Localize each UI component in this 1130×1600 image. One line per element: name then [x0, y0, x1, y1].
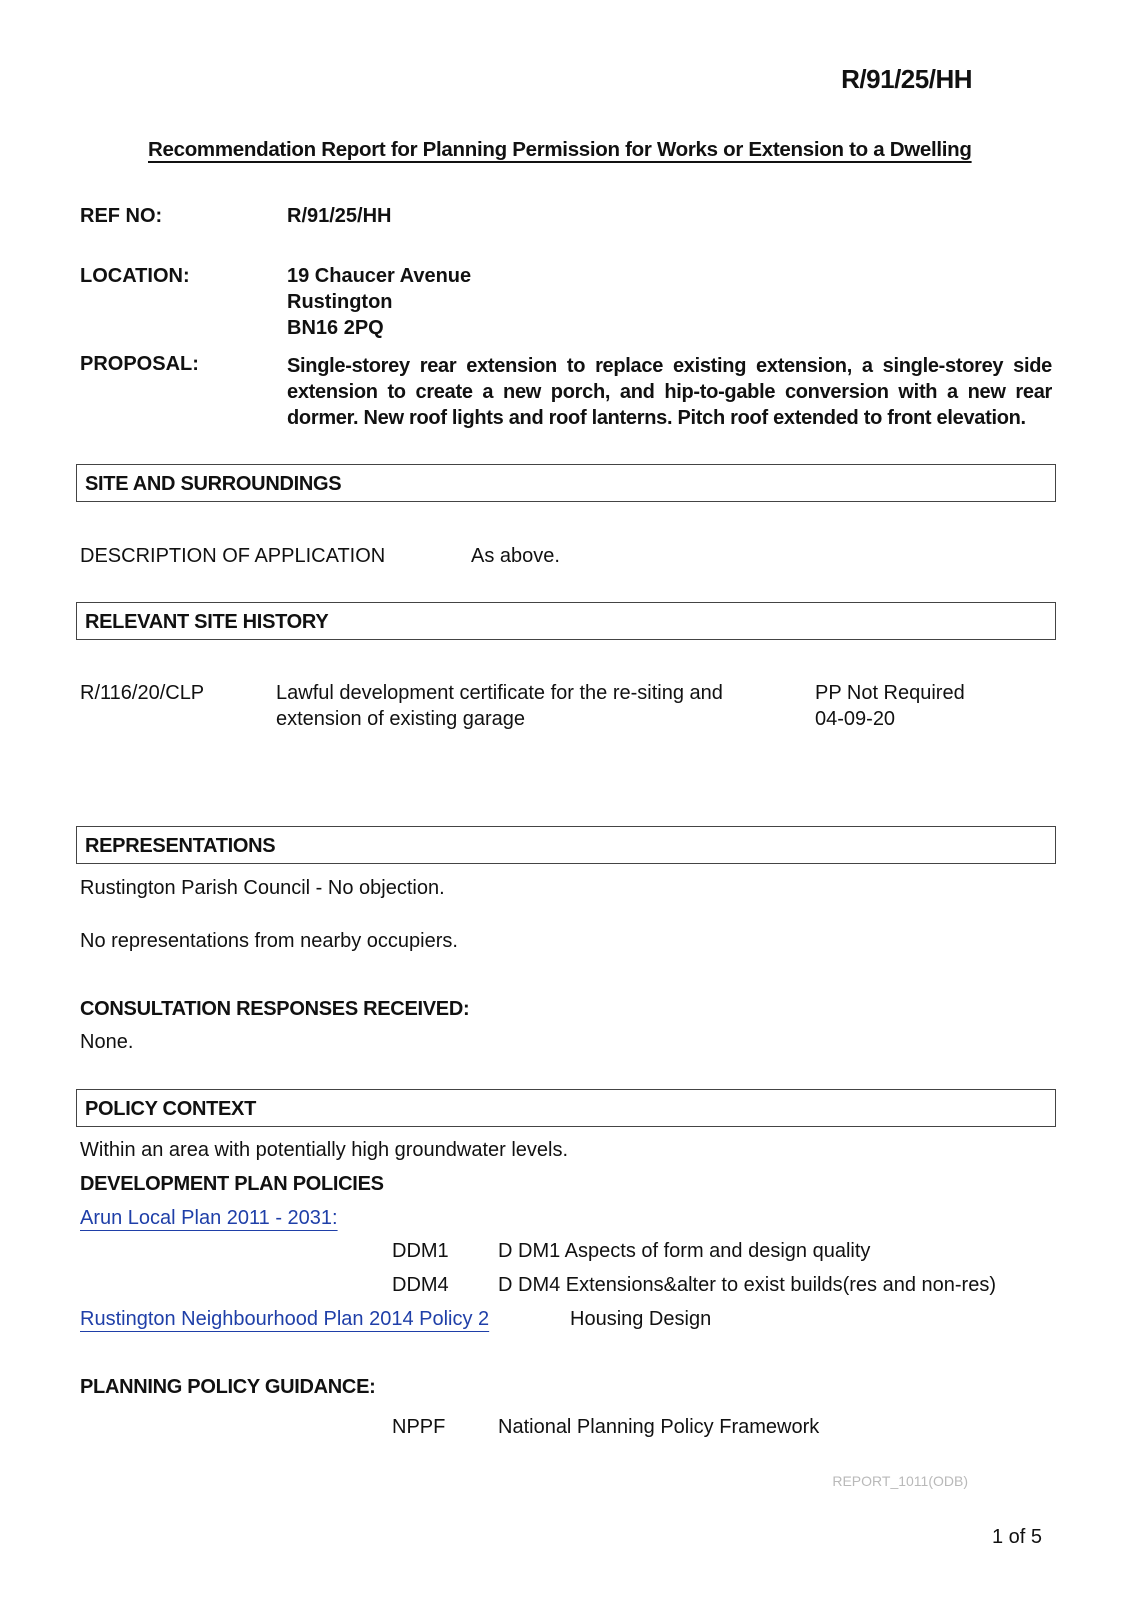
policy-code-ddm1: DDM1 — [392, 1240, 449, 1262]
representation-line-1: Rustington Parish Council - No objection. — [80, 877, 445, 899]
representations-section-heading: REPRESENTATIONS — [85, 835, 276, 857]
policy-desc-ddm4: D DM4 Extensions&alter to exist builds(res and non-res) — [498, 1274, 996, 1296]
location-label: LOCATION: — [80, 265, 190, 287]
ref-label: REF NO: — [80, 205, 163, 227]
neighbourhood-plan-desc: Housing Design — [570, 1308, 712, 1330]
representation-line-2: No representations from nearby occupiers. — [80, 930, 458, 952]
history-section-heading: RELEVANT SITE HISTORY — [85, 611, 329, 633]
location-line-3: BN16 2PQ — [287, 317, 384, 339]
location-line-1: 19 Chaucer Avenue — [287, 265, 472, 287]
history-ref: R/116/20/CLP — [80, 682, 205, 704]
policy-intro: Within an area with potentially high groundwater levels. — [80, 1139, 569, 1161]
representations-section-header — [76, 826, 1056, 864]
policy-section-heading: POLICY CONTEXT — [85, 1098, 257, 1120]
policy-code-ddm4: DDM4 — [392, 1274, 449, 1296]
guidance-code-nppf: NPPF — [392, 1416, 446, 1438]
neighbourhood-plan-link[interactable]: Rustington Neighbourhood Plan 2014 Policy 2 — [80, 1308, 490, 1330]
description-label: DESCRIPTION OF APPLICATION — [80, 545, 386, 567]
policy-section-header — [76, 1089, 1056, 1127]
page-title: Recommendation Report for Planning Permission for Works or Extension to a Dwelling — [148, 138, 972, 161]
document-reference: R/91/25/HH — [841, 64, 972, 94]
history-decision: PP Not Required — [815, 682, 965, 704]
local-plan-link[interactable]: Arun Local Plan 2011 - 2031: — [80, 1207, 338, 1229]
location-line-2: Rustington — [287, 291, 393, 313]
policy-desc-ddm1: D DM1 Aspects of form and design quality — [498, 1240, 871, 1262]
history-date: 04-09-20 — [815, 708, 896, 730]
history-section-header — [76, 602, 1056, 640]
site-section-header — [76, 464, 1056, 502]
ref-value: R/91/25/HH — [287, 205, 392, 227]
history-description-line-2: extension of existing garage — [276, 708, 526, 730]
history-description-line-1: Lawful development certificate for the re-siting and — [276, 682, 723, 704]
guidance-heading: PLANNING POLICY GUIDANCE: — [80, 1376, 376, 1398]
page-number: 1 of 5 — [991, 1526, 1042, 1548]
dev-plan-heading: DEVELOPMENT PLAN POLICIES — [80, 1173, 384, 1195]
consultation-heading: CONSULTATION RESPONSES RECEIVED: — [80, 998, 470, 1020]
report-code: REPORT_1011(ODB) — [832, 1473, 968, 1489]
proposal-label: PROPOSAL: — [80, 353, 199, 375]
guidance-desc-nppf: National Planning Policy Framework — [498, 1416, 820, 1438]
site-section-heading: SITE AND SURROUNDINGS — [85, 473, 342, 495]
description-value: As above. — [471, 545, 560, 567]
consultation-value: None. — [80, 1031, 134, 1053]
proposal-text: Single-storey rear extension to replace existing extension, a single-storey side extension to create a new porch, and hip-to-gable conversion with a new rear dormer. New roof lights and roof lanterns. Pitch roof extended to front elevation. — [287, 355, 1052, 429]
